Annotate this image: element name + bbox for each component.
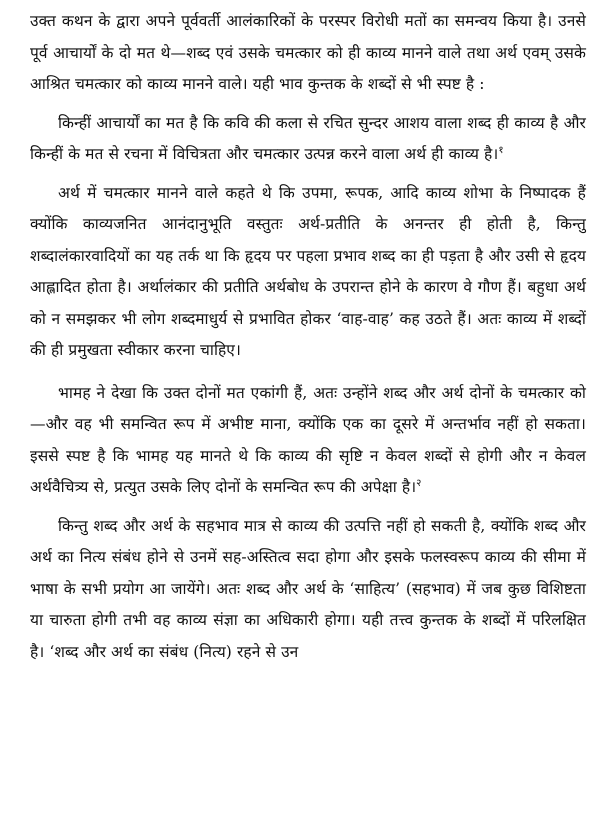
paragraph-spacer	[30, 504, 586, 511]
paragraph-1	[30, 6, 586, 101]
paragraph-spacer	[30, 367, 586, 378]
paragraph-spacer	[30, 171, 586, 178]
footnote-marker-1: १	[498, 144, 504, 156]
paragraph-spacer	[30, 101, 586, 108]
paragraph-5-text: किन्तु शब्द और अर्थ के सहभाव मात्र से काव्य की उत्पत्ति नहीं हो सकती है, क्योंकि शब्द और अर्थ का नित्य संबंध होने से उनमें सह-अस्तित्व सदा होगा और इसके फलस्वरूप काव्य की सीमा में भाषा के सभी प्रयोग आ जायेंगे। अतः शब्द और अर्थ के ‘साहित्य’ (सहभाव) में जब कुछ विशिष्टता या चारुता होगी तभी वह काव्य संज्ञा का अधिकारी होगा। यही तत्त्व कुन्तक के शब्दों में परिलक्षित है। ‘शब्द और अर्थ का संबंध (नित्य) रहने से उन	[30, 516, 586, 661]
footnote-marker-2: २	[416, 477, 422, 489]
quoted-paragraph-text: किन्हीं आचार्यों का मत है कि कवि की कला से रचित सुन्दर आशय वाला शब्द ही काव्य है और किन्हीं के मत से रचना में विचित्रता और चमत्कार उत्पन्न करने वाला अर्थ ही काव्य है।	[30, 113, 586, 163]
paragraph-5	[30, 511, 586, 669]
paragraph-4-text: भामह ने देखा कि उक्त दोनों मत एकांगी हैं, अतः उन्होंने शब्द और अर्थ दोनों के चमत्कार को—और वह भी समन्वित रूप में अभीष्ट माना, क्योंकि एक का दूसरे में अन्तर्भाव नहीं हो सकता। इससे स्पष्ट है कि भामह यह मानते थे कि काव्य की सृष्टि न केवल शब्दों से होगी और न केवल अर्थवैचित्र्य से, प्रत्युत उसके लिए दोनों के समन्वित रूप की अपेक्षा है।	[30, 383, 586, 496]
paragraph-3	[30, 178, 586, 367]
paragraph-1-text: उक्त कथन के द्वारा अपने पूर्ववर्ती आलंकारिकों के परस्पर विरोधी मतों का समन्वय किया है। उनसे पूर्व आचार्यों के दो मत थे—शब्द एवं उसके चमत्कार को ही काव्य मानने वाले तथा अर्थ एवम् उसके आश्रित चमत्कार को काव्य मानने वाले। यही भाव कुन्तक के शब्दों से भी स्पष्ट है :	[30, 12, 586, 93]
paragraph-3-text: अर्थ में चमत्कार मानने वाले कहते थे कि उपमा, रूपक, आदि काव्य शोभा के निष्पादक हैं क्योंकि काव्यजनित आनंदानुभूति वस्तुतः अर्थ-प्रतीति के अनन्तर ही होती है, किन्तु शब्दालंकारवादियों का यह तर्क था कि हृदय पर पहला प्रभाव शब्द का ही पड़ता है और उसी से हृदय आह्लादित होता है। अर्थालंकार की प्रतीति अर्थबोध के उपरान्त होने के कारण वे गौण हैं। बहुधा अर्थ को न समझकर भी लोग शब्दमाधुर्य से प्रभावित होकर ‘वाह-वाह’ कह उठते हैं। अतः काव्य में शब्दों की ही प्रमुखता स्वीकार करना चाहिए।	[30, 183, 586, 359]
paragraph-4	[30, 378, 586, 504]
quoted-paragraph	[30, 108, 586, 171]
